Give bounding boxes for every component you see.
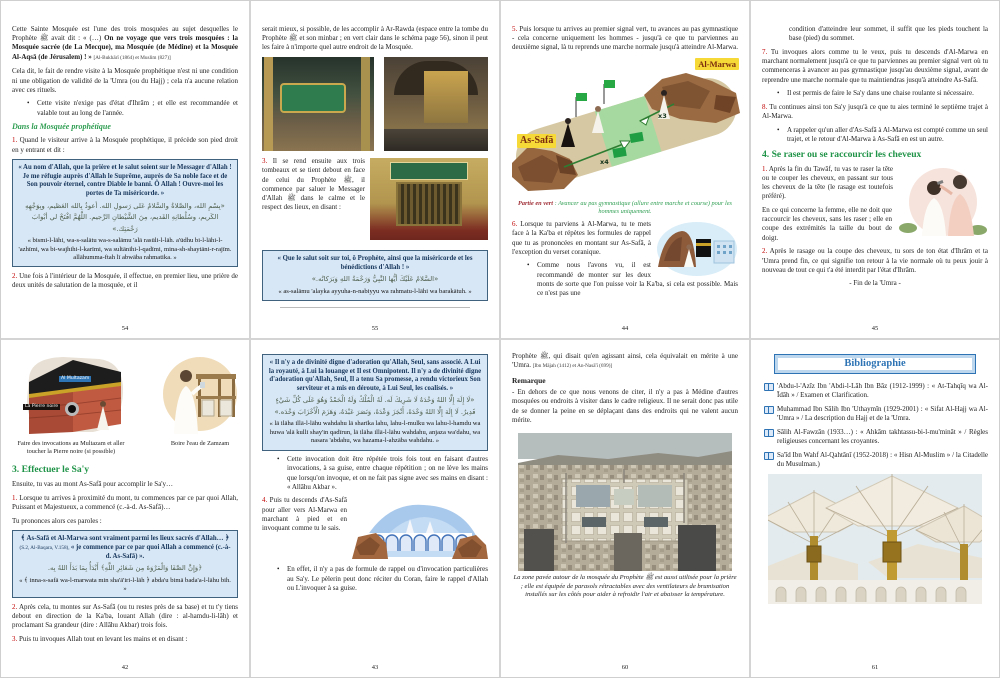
invocation-arabic: «لَا إِلَهَ إِلَّا اللهُ وَحْدَهُ لَا شَرِيكَ لَه. لَهُ الْمُلْكُ وَلَهُ الْحَمْدُ وَهُوَ عَلَى كُلِّ شَيْءٍ قَدِيرٌ. لَا إِلَهَ إِلَّا اللهُ وَحْدَهُ، أَنْجَزَ وَعْدَهُ، وَنَصَرَ عَبْدَهُ، وَهَزَمَ الْأَحْزَابَ وَحْدَه.» bbox=[274, 396, 476, 416]
verse-arabic: ﴿وَإِنَّ الصَّفَا وَالْمَرْوَةَ مِن شَعَائِرِ اللَّهِ﴾ أَبْدَأُ بِمَا بَدَأَ اللهُ بِه. bbox=[47, 564, 203, 573]
page-number: 61 bbox=[871, 663, 879, 671]
numbered-item bbox=[12, 635, 238, 644]
verse-reference: (S.2, Al-Baqara, V.158), bbox=[19, 544, 71, 551]
figure-row bbox=[12, 352, 238, 460]
safa-marwa-gallery-illustration bbox=[352, 497, 488, 559]
bibliography-title-box bbox=[774, 354, 976, 374]
page-number: 45 bbox=[871, 324, 879, 332]
numbered-item bbox=[12, 136, 238, 154]
gold-column bbox=[361, 57, 370, 151]
invocation-french: « Que le salut soit sur toi, ô Prophète, ainsi que la miséricorde et les bénédictions d'Allah ! » bbox=[277, 255, 473, 271]
paragraph bbox=[512, 352, 738, 371]
say-track-illustration bbox=[512, 57, 741, 198]
caption-lead: Partie en vert bbox=[518, 200, 553, 208]
invocation-box bbox=[262, 354, 488, 451]
mosque-interior-photo bbox=[384, 57, 488, 151]
item-number: 7. bbox=[762, 47, 768, 56]
page-45 bbox=[751, 1, 999, 338]
numbered-item bbox=[12, 494, 238, 512]
item-text: Après cela, tu montes sur As-Safā (ou tu restes près de sa base) et tu t'y tiens debout en direction de la Ka'ba, louant Allah (dire : al-hamdu-li-lāh) et proclamant Sa grandeur (dire : Allāhu Akbar) trois fois. bbox=[12, 602, 239, 630]
verse-bold: « je commence par ce par quoi Allah a commencé (c.-à-d. As-Safā) ». bbox=[70, 543, 231, 560]
medina-aerial-photo bbox=[518, 433, 732, 571]
page-44 bbox=[501, 1, 749, 338]
item-text: Puis tu descends d'As-Safā pour aller vers Al-Marwa en marchant à pied et en invoquant comme tu le sais. bbox=[262, 496, 347, 533]
item-number: 3. bbox=[12, 635, 18, 644]
paragraph: Ensuite, tu vas au mont As-Safā pour accomplir le Sa'y… bbox=[12, 480, 174, 488]
paragraph: serait mieux, si possible, de les accomplir à Ar-Rawda (espace entre la tombe du Prophète ﷺ et son minbar ; en vert clair dans le schéma page 56), sinon il peut les faire à n'importe quel autre endroit de la Mosquée. bbox=[262, 25, 488, 52]
figure-caption: Faire des invocations au Multazam et aller toucher la Pierre noire (si possible) bbox=[17, 440, 125, 455]
paragraph-text: Prophète ﷺ, qui disait qu'en agissant ainsi, cela équivalait en mérite à une 'Umra. bbox=[512, 352, 738, 370]
parasols-photo bbox=[768, 474, 982, 604]
item-text: Quand le visiteur arrive à la Mosquée prophétique, il précède son pied droit en y entrant et dit : bbox=[12, 136, 238, 154]
item-number: 2. bbox=[762, 247, 768, 256]
page-number: 44 bbox=[621, 324, 629, 332]
paragraph: En ce qui concerne la femme, elle ne doit que raccourcir les cheveux, sans les raser ; elle en coupe des extrémités la taille du bout de doigt. bbox=[762, 206, 892, 242]
bullet-item: • Il est permis de faire le Sa'y dans une chaise roulante si nécessaire. bbox=[762, 89, 988, 98]
invocation-french: « Au nom d'Allah, que la prière et le salut soient sur le Messager d'Allah ! Je me réfugie auprès d'Allah le Suprême, auprès de Sa noble face et de Son pouvoir éternel, contre Diable le banni. Ô Allah ! Ouvre-moi les portes de Ta miséricorde. » bbox=[18, 164, 232, 198]
invocation-arabic: «السَّلامُ عَلَيْكَ أيُّها النَّبِيُّ وَرَحْمَةُ اللهِ وَبَرَكاتُه.» bbox=[311, 275, 439, 284]
page-number: 54 bbox=[121, 324, 129, 332]
bullet-item: • Cette invocation doit être répétée trois fois tout en faisant d'autres invocations, à sa guise, entre chaque répétition ; on ne lève les mains que lorsqu'on invoque, et on ne fait pas signe avec ses mains en disant : « Allāhu Akbar ». bbox=[262, 455, 488, 492]
page-42 bbox=[1, 340, 249, 677]
item-text: Lorsque tu parviens à Al-Marwa, tu te mets face à la Ka'ba et répètes les formules de rappel que tu as prononcées en montant sur As-Safā, à l'exception du verset coranique. bbox=[512, 220, 651, 256]
invocation-box bbox=[12, 159, 238, 267]
paragraph bbox=[12, 25, 238, 63]
item-number: 1. bbox=[12, 136, 18, 145]
item-number: 8. bbox=[762, 102, 768, 111]
item-number: 4. bbox=[262, 496, 268, 505]
diagram-caption bbox=[512, 200, 738, 216]
verse-transliteration: « ﴾ inna-s-safā wa-l-marwata min sha'ā'iri-l-lāh ﴿ abda'u bimā bada'a-l-lāhu bih. » bbox=[19, 576, 231, 592]
mosque-rawda-photo bbox=[262, 57, 374, 151]
figure-caption: Boire l'eau de Zamzam bbox=[170, 440, 230, 447]
paragraph: Tu prononces alors ces paroles : bbox=[12, 516, 102, 525]
multazam-illustration bbox=[15, 352, 127, 438]
page-number: 55 bbox=[371, 324, 379, 332]
label-as-safa: As-Safā bbox=[517, 134, 556, 148]
bullet-item: • A rappeler qu'un aller d'As-Safā à Al-Marwa est compté comme un seul trajet, et le retour d'Al-Marwa à As-Safā en est un autre. bbox=[762, 126, 988, 144]
numbered-item bbox=[262, 496, 488, 533]
paragraph-text: Cette Sainte Mosquée est l'une des trois mosquées au sujet desquelles le Prophète ﷺ avait dit : « (…) bbox=[12, 25, 238, 43]
entry-text: 'Abdu-l-'Azīz Ibn 'Abdi-l-Lāh Ibn Bāz (1912-1999) : « At-Tahqīq wa Al-Īdāh » / Examen et Clarification. bbox=[777, 382, 988, 400]
item-text: Il se rend ensuite aux trois tombeaux et se tient debout en face de celui du Prophète ﷺ, il commence par saluer le Messager d'Allah ﷺ dans le calme et le respect des lieux, en disant : bbox=[262, 157, 365, 212]
item-text: Après le rasage ou la coupe des cheveux, tu sors de ton état d'Ihrām et ta 'Umra prend fin, ce qui signifie ton retour à la vie normale où tu peux jouir à nouveau de tout ce qui t'a été interdit par l'état d'Ihrām. bbox=[762, 247, 988, 274]
numbered-item bbox=[762, 165, 988, 202]
entry-text: Sālih Al-Fawzān (1933…) : « Ahkām takhtassu-bi-l-mu'mināt » / Règles religieuses concernant les croyantes. bbox=[777, 428, 988, 446]
paragraph: - En dehors de ce que nous venons de citer, il n'y a pas à Médine d'autres mosquées ou endroits à visiter dans le cadre religieux. Il ne serait donc pas utile de se donner la peine en se déplaçant dans des endroits qui ne valent aucun mérite. bbox=[512, 388, 738, 424]
item-number: 2. bbox=[12, 271, 18, 280]
entry-text: Muhammad Ibn Sālih Ibn 'Uthaymīn (1929-2001) : « Sifat Al-Hajj wa Al-'Umra » / La description du Hajj et de la 'Umra. bbox=[777, 405, 988, 423]
book-icon bbox=[764, 406, 774, 414]
hadith-reference: [Ibn Mājah (1412) et An-Nasā'ī (699)] bbox=[532, 363, 613, 370]
bullet-item: • Comme nous l'avons vu, il est recommandé de monter sur les deux monts de sorte que l'on puisse voir la Ka'ba, si cela est possible. Mais ce n'est pas une bbox=[512, 261, 738, 298]
caption-text: : Avancer au pas gymnastique (allure entre marche et course) pour les hommes uniquement. bbox=[553, 200, 732, 216]
kaaba-corner-drawing bbox=[15, 352, 127, 438]
item-text: Tu invoques alors comme tu le veux, puis tu descends d'Al-Marwa en marchant normalement jusqu'à ce que tu parviennes au premier signal vert où tu commenceras à avancer au pas gymnastique jusqu'au deuxième signal, avant de reprendre une marche normale que tu maintiendras jusqu'à atteindre As-Safā. bbox=[762, 47, 989, 84]
continuation-text: condition d'atteindre leur sommet, il suffit que les pieds touchent la base (pied) du sommet. bbox=[789, 25, 988, 43]
page-54 bbox=[1, 1, 249, 338]
arrow-count-x3: x3 bbox=[658, 112, 667, 121]
book-icon bbox=[764, 452, 774, 460]
item-number: 5. bbox=[512, 25, 518, 33]
invocation-transliteration: « lā ilāha illā-l-lāhu wahdahu lā sharīka lahu, lahu-l-mulku wa lahu-l-hamdu wa huwa 'alā kulli shay'in qadīrun, lā ilāha illā-l-lāhu wahdahu, anjaza wa'dahu, wa nasara 'abdahu, wa hazama-l-ahzāba wahdahu. » bbox=[269, 420, 481, 445]
numbered-item bbox=[762, 247, 988, 275]
item-text: Puis tu invoques Allah tout en levant les mains et en disant : bbox=[19, 635, 188, 644]
page-number: 42 bbox=[121, 663, 129, 671]
multazam-figure bbox=[12, 352, 130, 460]
remark-heading: Remarque bbox=[512, 375, 546, 385]
invocation-arabic: «بِسْمِ الله، والصَّلاةُ والسَّلامُ عَلى رَسولِ الله. أعوذُ بِالله العَظيم، وبِوَجْهِهِ الكَريم، وسُلْطانِهِ القَديم، مِنَ الشَّيْطانِ الرَّجيم. اللَّهُمَّ افْتَحْ لي أبْوابَ رَحْمَتِك.» bbox=[25, 201, 225, 233]
page-61 bbox=[751, 340, 999, 677]
item-text: Une fois à l'intérieur de la Mosquée, il effectue, en premier lieu, une prière de deux unités de salutation de la mosquée, et il bbox=[12, 271, 238, 290]
page-number: 43 bbox=[371, 663, 379, 671]
bibliography-title: Bibliographie bbox=[844, 358, 906, 369]
tomb-gate-photo bbox=[370, 158, 488, 240]
photo-row bbox=[262, 57, 488, 151]
page-60 bbox=[501, 340, 749, 677]
bullet-item: • Cette visite n'exige pas d'état d'Ihrām ; et elle est recommandée et valable tout au long de l'année. bbox=[12, 99, 238, 117]
label-al-multazam: Al Multazam bbox=[61, 376, 90, 381]
item-text: Tu continues ainsi ton Sa'y jusqu'à ce que tu aies terminé le septième trajet à Al-Marwa. bbox=[762, 102, 988, 121]
numbered-item bbox=[512, 25, 738, 53]
label-pierre-noire: La Pierre noire bbox=[25, 404, 59, 409]
footer-rule bbox=[280, 307, 470, 308]
green-panel bbox=[390, 162, 468, 180]
end-of-umra-text: - Fin de la 'Umra - bbox=[849, 279, 901, 288]
gold-pillar bbox=[424, 71, 468, 123]
verse-bold: ﴾ As-Safā et Al-Marwa sont vraiment parmi les lieux sacrés d'Allah… ﴿ bbox=[20, 535, 230, 543]
gold-column bbox=[264, 57, 273, 151]
paragraph: Cela dit, le fait de rendre visite à la Mosquée prophétique n'est ni une condition ni une obligation de validité de la 'Umra (ou du Hajj) ; cela n'a aucune relation avec ces rituels. bbox=[12, 67, 238, 94]
item-number: 1. bbox=[762, 164, 768, 173]
numbered-item bbox=[12, 603, 238, 631]
item-number: 2. bbox=[12, 602, 18, 611]
page-number: 60 bbox=[621, 663, 629, 671]
section-heading: 3. Effectuer le Sa'y bbox=[12, 464, 90, 475]
item-text: Après la fin du Tawāf, tu vas te raser la tête ou te couper les cheveux, en passant sur tous les cheveux de la tête (le rasage est toutefois préféré). bbox=[762, 164, 893, 201]
item-number: 3. bbox=[262, 157, 268, 166]
bibliography-entry bbox=[762, 382, 988, 400]
zamzam-figure bbox=[162, 352, 238, 452]
item-text: Puis lorsque tu arrives au premier signal vert, tu avances au pas gymnastique - cela concerne uniquement les hommes - jusqu'à ce que tu parviennes au deuxième signal, là tu reprends une marche normale jusqu'à atteindre Al-Marwa. bbox=[512, 25, 738, 52]
numbered-item bbox=[262, 157, 488, 212]
numbered-item bbox=[762, 103, 988, 121]
haircut-illustration bbox=[898, 166, 988, 238]
item-text: Lorsque tu arrives à proximité du mont, tu commences par ce par quoi Allah, Puissant et Majestueux, a commencé (c.-à-d. As-Safā)… bbox=[12, 493, 239, 511]
bibliography-entry bbox=[762, 451, 988, 469]
photo-caption: La zone pavée autour de la mosquée du Prophète ﷺ est aussi utilisée pour la prière ; elle est équipée de parasols rétractables avec des ventilateurs de brumisation installés sur les côtés pour aider à refroidir l'air et abaisser la température. bbox=[513, 573, 737, 599]
page-55 bbox=[251, 1, 499, 338]
invocation-box bbox=[262, 250, 488, 301]
green-sign bbox=[280, 83, 346, 113]
section-heading: Dans la Mosquée prophétique bbox=[12, 122, 111, 132]
crowd-silhouette bbox=[384, 129, 488, 151]
hadith-bold-text: On ne voyage que vers trois mosquées : la Mosquée sacrée (de La Mecque), ma Mosquée (de Médine) et la Mosquée Al-Aqsā (de Jérusalem) ! » bbox=[12, 34, 239, 61]
verse-french bbox=[18, 535, 232, 561]
label-al-marwa: Al-Marwa bbox=[695, 58, 739, 70]
page-43 bbox=[251, 340, 499, 677]
bibliography-entry bbox=[762, 405, 988, 423]
invocation-transliteration: « bismi-l-lāhi, wa-s-salātu wa-s-salāmu 'alā rasūli-l-lāh. a'ūdhu bi-l-lāhi-l-'azhīmi, wa bi-wajhihi-l-karīmi, wa sultānihi-l-qadīmi, mina-sh-shaytāni-r-rajīm. allāhumma-ftah lī abwāba rahmatika. » bbox=[18, 237, 232, 261]
invocation-box bbox=[12, 530, 238, 598]
numbered-item bbox=[762, 48, 988, 85]
numbered-item bbox=[12, 272, 238, 290]
section-heading: 4. Se raser ou se raccourcir les cheveux bbox=[762, 148, 922, 160]
numbered-item bbox=[512, 220, 738, 257]
say-track-diagram bbox=[512, 57, 741, 198]
invocation-french: « Il n'y a de divinité digne d'adoration qu'Allah, Seul, sans associé. A Lui la royauté, à Lui la louange et Il est Omnipotent. Il n'y a de divinité digne d'adoration qu'Allah, Seul, Il a tenu Sa promesse, a rendu victorieux Son serviteur et a mis en déroute, à Lui Seul, les coalisés. » bbox=[268, 359, 482, 392]
book-icon bbox=[764, 383, 774, 391]
book-icon bbox=[764, 429, 774, 437]
item-number: 6. bbox=[512, 220, 518, 229]
golden-gate bbox=[396, 182, 462, 226]
bibliography-entry bbox=[762, 428, 988, 446]
hadith-reference: [Al-Bukhārī (1864) et Muslim (827)] bbox=[93, 54, 171, 61]
bullet-item: • En effet, il n'y a pas de formule de rappel ou d'invocation particulières au Sa'y. Le pèlerin peut donc réciter du Coran, faire le rappel d'Allah ou L'invoquer à sa guise. bbox=[262, 565, 488, 593]
arrow-count-x4: x4 bbox=[600, 158, 609, 167]
item-number: 1. bbox=[12, 493, 18, 502]
zamzam-illustration bbox=[162, 352, 238, 438]
entry-text: Sa'īd Ibn Wahf Al-Qahtānī (1952-2018) : « Hisn Al-Muslim » / la Citadelle du Musulman.) bbox=[777, 450, 988, 469]
invocation-transliteration: « as-salāmu 'alayka ayyuha-n-nabiyyu wa rahmatu-l-lāhi wa barakātuh. » bbox=[278, 287, 472, 295]
